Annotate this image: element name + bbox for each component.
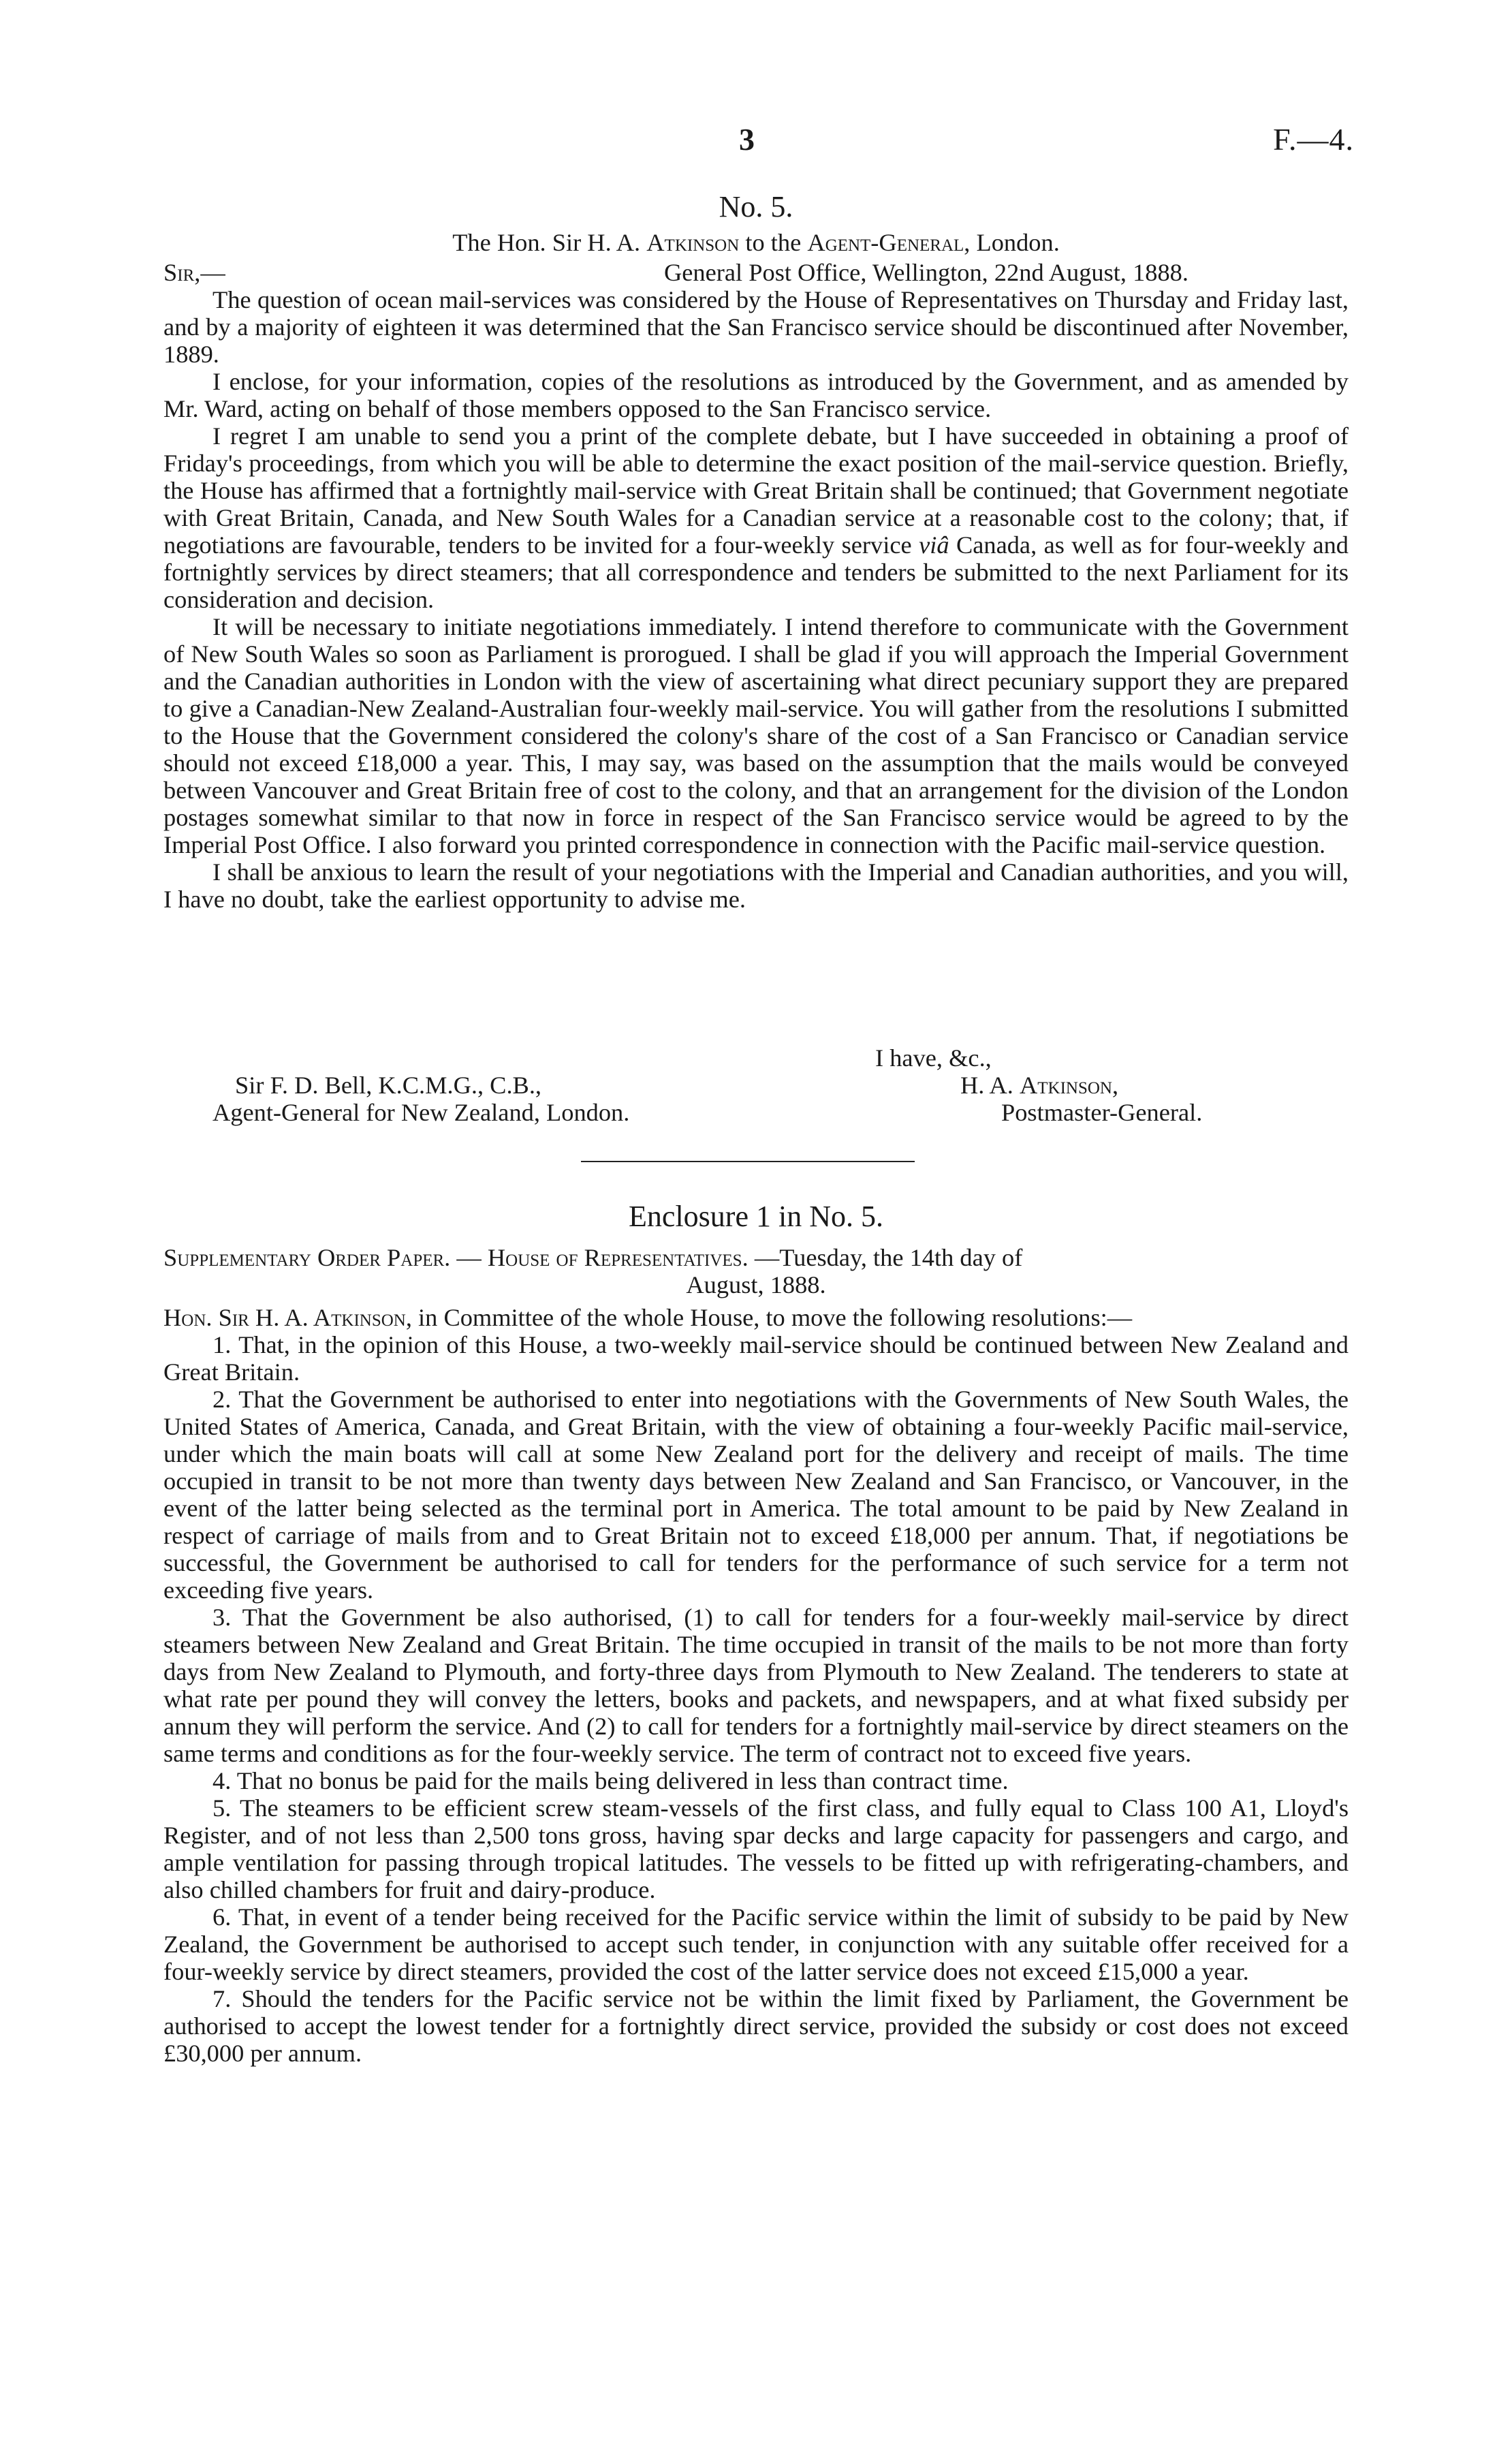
resolution-item: 3. That the Government be also authorised, (1) to call for tenders for a four-weekly mail-service by direct steamers between New Zealand and Great Britain. The time occupied in transit of the mails to be not more than forty days from New Zealand to Plymouth, and forty-three days from Plymouth to New Zealand. The tenderers to state at what rate per pound they will convey the letters, books and packets, and newspapers, and at what fixed subsidy per annum they will perform the service. And (2) to call for tenders for a fortnightly mail-service by direct steamers on the same terms and conditions as for the four-weekly service. The term of contract not to exceed five years. xyxy=(163,1604,1349,1767)
resolution-item: 1. That, in the opinion of this House, a two-weekly mail-service should be continued between New Zealand and Great Britain. xyxy=(163,1331,1349,1386)
letter-paragraph: I enclose, for your information, copies of the resolutions as introduced by the Government, and as amended by Mr. Ward, acting on behalf of those members opposed to the San Francisco service. xyxy=(163,368,1349,422)
letter-title: No. 5. xyxy=(719,190,793,223)
signatory-title: Postmaster-General. xyxy=(1001,1099,1203,1126)
letter-paragraph: I shall be anxious to learn the result of your negotiations with the Imperial and Canadian authorities, and you will, I have no doubt, take the earliest opportunity to advise me. xyxy=(163,858,1349,913)
letter-paragraph: The question of ocean mail-services was considered by the House of Representatives on Thursday and Friday last, and by a majority of eighteen it was determined that the San Francisco service should be discontinued after November, 1889. xyxy=(163,286,1349,368)
document-code: F.—4. xyxy=(1273,122,1354,157)
resolution-item: 7. Should the tenders for the Pacific service not be within the limit fixed by Parliament, the Government be authorised to accept the lowest tender for a fortnightly direct service, provided the subsidy or cost does not exceed £30,000 per annum. xyxy=(163,1985,1349,2067)
signatory-name: H. A. Atkinson, xyxy=(960,1072,1119,1099)
letter-subtitle: The Hon. Sir H. A. Atkinson to the Agent-General, London. xyxy=(452,229,1060,256)
enclosure-heading: Supplementary Order Paper. — House of Representatives. —Tuesday, the 14th day of xyxy=(163,1244,1023,1271)
enclosure-body xyxy=(163,1304,1349,2067)
section-divider xyxy=(581,1161,915,1162)
resolution-item: 2. That the Government be authorised to enter into negotiations with the Governments of New South Wales, the United States of America, Canada, and Great Britain, with the view of obtaining a four-weekly Pacific mail-service, under which the main boats will call at some New Zealand port for the delivery and receipt of mails. The time occupied in transit to be not more than twenty days between New Zealand and San Francisco, or Vancouver, in the event of the latter being selected as the terminal port in America. The total amount to be paid by New Zealand in respect of carriage of mails from and to Great Britain not to exceed £18,000 per annum. That, if negotiations be successful, the Government be authorised to call for tenders for the performance of such service for a term not exceeding five years. xyxy=(163,1386,1349,1604)
page-number: 3 xyxy=(739,122,755,157)
resolution-item: 4. That no bonus be paid for the mails being delivered in less than contract time. xyxy=(212,1767,1009,1794)
salutation: Sir,— xyxy=(163,259,225,286)
letter-paragraph: It will be necessary to initiate negotiations immediately. I intend therefore to communicate with the Government of New South Wales so soon as Parliament is prorogued. I shall be glad if you will approach the Imperial Government and the Canadian authorities in London with the view of ascertaining what direct pecuniary support they are prepared to give a Canadian-New Zealand-Australian four-weekly mail-service. You will gather from the resolutions I submitted to the House that the Government considered the colony's share of the cost of a San Francisco or Canadian service should not exceed £18,000 a year. This, I may say, was based on the assumption that the mails would be conveyed between Vancouver and Great Britain free of cost to the colony, and that an arrangement for the division of the London postages somewhat similar to that now in force in respect of the San Francisco service would be agreed to by the Imperial Post Office. I also forward you printed correspondence in connection with the Pacific mail-service question. xyxy=(163,613,1349,858)
enclosure-heading-date: August, 1888. xyxy=(686,1271,826,1298)
letter-address: General Post Office, Wellington, 22nd August, 1888. xyxy=(664,259,1188,286)
addressee-name: Sir F. D. Bell, K.C.M.G., C.B., xyxy=(235,1072,542,1099)
enclosure-title: Enclosure 1 in No. 5. xyxy=(629,1200,883,1233)
letter-closing: I have, &c., xyxy=(875,1044,992,1072)
letter-body xyxy=(163,286,1349,913)
letter-paragraph: I regret I am unable to send you a print of the complete debate, but I have succeeded in obtaining a proof of Friday's proceedings, from which you will be able to determine the exact position of the mail-service question. Briefly, the House has affirmed that a fortnightly mail-service with Great Britain shall be continued; that Government negotiate with Great Britain, Canada, and New South Wales for a Canadian service at a reasonable cost to the colony; that, if negotiations are favourable, tenders to be invited for a four-weekly service viâ Canada, as well as for four-weekly and fortnightly services by direct steamers; that all correspondence and tenders be submitted to the next Parliament for its consideration and decision. xyxy=(163,422,1349,613)
enclosure-intro: Hon. Sir H. A. Atkinson, in Committee of the whole House, to move the following resolutions:— xyxy=(163,1304,1133,1331)
resolution-item: 6. That, in event of a tender being received for the Pacific service within the limit of subsidy to be paid by New Zealand, the Government be authorised to accept such tender, in conjunction with any suitable offer received for a four-weekly service by direct steamers, provided the cost of the latter service does not exceed £15,000 a year. xyxy=(163,1903,1349,1985)
resolution-item: 5. The steamers to be efficient screw steam-vessels of the first class, and fully equal to Class 100 A1, Lloyd's Register, and of not less than 2,500 tons gross, having spar decks and large capacity for passengers and cargo, and ample ventilation for passing through tropical latitudes. The vessels to be fitted up with refrigerating-chambers, and also chilled chambers for fruit and dairy-produce. xyxy=(163,1794,1349,1903)
addressee-title: Agent-General for New Zealand, London. xyxy=(212,1099,630,1126)
